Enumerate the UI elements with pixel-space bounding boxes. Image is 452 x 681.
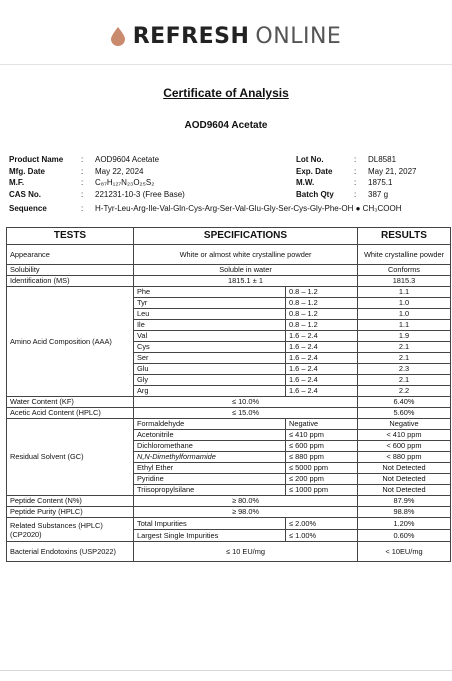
result-value: 2.2 <box>358 386 451 397</box>
spec-limit: ≤ 5000 ppm <box>286 463 358 474</box>
meta-colon: : <box>81 178 84 188</box>
meta-cas <box>9 189 185 201</box>
solvent-name: Dichloromethane <box>134 441 286 452</box>
meta-value: 221231-10-3 (Free Base) <box>95 189 185 199</box>
impurity-name: Largest Single Impurities <box>134 530 286 542</box>
meta-value: C₈₇H₁₂₇N₂₃O₂₅S₂ <box>95 178 155 188</box>
spec-value: 1815.1 ± 1 <box>134 276 358 287</box>
meta-label: Batch Qty <box>296 189 334 199</box>
result-value: 1.0 <box>358 309 451 320</box>
result-value: 1.20% <box>358 518 451 530</box>
table-row <box>7 507 451 518</box>
result-value: < 10EU/mg <box>358 542 451 562</box>
spec-range: 1.6 – 2.4 <box>286 353 358 364</box>
result-value: 1.1 <box>358 287 451 298</box>
brand-name <box>133 24 342 49</box>
solvent-name: Formaldehyde <box>134 419 286 430</box>
meta-label: M.W. <box>296 178 315 188</box>
solvent-name: Acetonitrile <box>134 430 286 441</box>
table-header-row <box>7 228 451 245</box>
meta-label: Product Name <box>9 155 64 164</box>
spec-value: Soluble in water <box>134 265 358 276</box>
amino-acid: Arg <box>134 386 286 397</box>
table-row <box>7 518 451 530</box>
result-value: 6.40% <box>358 397 451 408</box>
meta-label: Mfg. Date <box>9 166 45 176</box>
result-value: 2.1 <box>358 342 451 353</box>
table-row <box>7 397 451 408</box>
meta-value: May 21, 2027 <box>368 166 417 176</box>
meta-sequence <box>9 204 401 213</box>
spec-range: 0.8 – 1.2 <box>286 287 358 298</box>
amino-acid: Ile <box>134 320 286 331</box>
result-value: 1815.3 <box>358 276 451 287</box>
spec-limit: ≤ 1000 ppm <box>286 485 358 496</box>
meta-value: H-Tyr-Leu-Arg-Ile-Val-Gln-Cys-Arg-Ser-Val-Glu-Gly-Ser-Cys-Gly-Phe-OH ● CH₃COOH <box>95 204 402 213</box>
droplet-icon <box>111 27 125 46</box>
coa-table <box>6 227 451 562</box>
spec-limit: Negative <box>286 419 358 430</box>
result-value: 1.0 <box>358 298 451 309</box>
meta-colon: : <box>81 204 84 213</box>
meta-product-name <box>9 154 185 166</box>
test-name: Acetic Acid Content (HPLC) <box>7 408 134 419</box>
meta-mw <box>296 177 416 189</box>
meta-colon: : <box>354 189 357 199</box>
spec-range: 0.8 – 1.2 <box>286 298 358 309</box>
meta-value: May 22, 2024 <box>95 166 144 176</box>
meta-colon: : <box>354 166 357 176</box>
spec-limit: ≤ 1.00% <box>286 530 358 542</box>
test-name: Amino Acid Composition (AAA) <box>7 287 134 397</box>
meta-label: Sequence <box>9 204 47 213</box>
spec-range: 1.6 – 2.4 <box>286 331 358 342</box>
result-value: < 880 ppm <box>358 452 451 463</box>
header-tests: TESTS <box>7 228 134 245</box>
result-value: 5.60% <box>358 408 451 419</box>
impurity-name: Total Impurities <box>134 518 286 530</box>
table-row <box>7 287 451 298</box>
brand-logo <box>0 22 452 50</box>
meta-value: 387 g <box>368 189 389 199</box>
result-value: < 410 ppm <box>358 430 451 441</box>
spec-range: 0.8 – 1.2 <box>286 309 358 320</box>
spec-limit: ≤ 200 ppm <box>286 474 358 485</box>
spec-range: 1.6 – 2.4 <box>286 342 358 353</box>
spec-range: 0.8 – 1.2 <box>286 320 358 331</box>
table-row <box>7 245 451 265</box>
table-row <box>7 408 451 419</box>
table-row <box>7 265 451 276</box>
meta-value: AOD9604 Acetate <box>95 155 160 164</box>
solvent-name: Triisopropylsilane <box>134 485 286 496</box>
result-value: 2.3 <box>358 364 451 375</box>
test-name: Related Substances (HPLC) (CP2020) <box>7 518 134 542</box>
spec-limit: ≤ 880 ppm <box>286 452 358 463</box>
table-row <box>7 419 451 430</box>
amino-acid: Ser <box>134 353 286 364</box>
result-value: < 600 ppm <box>358 441 451 452</box>
solvent-name: N,N-Dimethylformamide <box>134 452 286 463</box>
solvent-name: Ethyl Ether <box>134 463 286 474</box>
result-value: Negative <box>358 419 451 430</box>
result-value: Not Detected <box>358 485 451 496</box>
meta-left <box>9 154 185 200</box>
result-value: 1.9 <box>358 331 451 342</box>
spec-limit: ≤ 410 ppm <box>286 430 358 441</box>
amino-acid: Leu <box>134 309 286 320</box>
meta-colon: : <box>81 166 84 176</box>
result-value: 2.1 <box>358 353 451 364</box>
spec-value: White or almost white crystalline powder <box>134 245 358 265</box>
table-row <box>7 542 451 562</box>
result-value: Not Detected <box>358 463 451 474</box>
result-value: Conforms <box>358 265 451 276</box>
table-row <box>7 276 451 287</box>
meta-colon: : <box>354 178 357 188</box>
spec-range: 1.6 – 2.4 <box>286 375 358 386</box>
spec-range: 1.6 – 2.4 <box>286 386 358 397</box>
spec-range: 1.6 – 2.4 <box>286 364 358 375</box>
meta-batch <box>296 189 416 201</box>
header-specifications: SPECIFICATIONS <box>134 228 358 245</box>
result-value: 2.1 <box>358 375 451 386</box>
test-name: Identification (MS) <box>7 276 134 287</box>
header-results: RESULTS <box>358 228 451 245</box>
test-name: Appearance <box>7 245 134 265</box>
meta-label: M.F. <box>9 178 25 188</box>
test-name: Solubility <box>7 265 134 276</box>
footer-divider <box>0 670 452 671</box>
spec-limit: ≤ 600 ppm <box>286 441 358 452</box>
product-heading: AOD9604 Acetate <box>184 120 268 131</box>
amino-acid: Glu <box>134 364 286 375</box>
amino-acid: Gly <box>134 375 286 386</box>
meta-colon: : <box>354 155 357 164</box>
meta-exp <box>296 166 416 178</box>
brand-word-2: ONLINE <box>255 23 342 49</box>
spec-value: ≤ 15.0% <box>134 408 358 419</box>
amino-acid: Tyr <box>134 298 286 309</box>
meta-value: DL8581 <box>368 155 397 164</box>
meta-label: Lot No. <box>296 155 324 164</box>
brand-word-1: REFRESH <box>132 23 250 49</box>
meta-right <box>296 154 416 200</box>
spec-limit: ≤ 2.00% <box>286 518 358 530</box>
test-name: Residual Solvent (GC) <box>7 419 134 496</box>
document-title: Certificate of Analysis <box>163 86 289 100</box>
meta-label: Exp. Date <box>296 166 333 176</box>
test-name: Water Content (KF) <box>7 397 134 408</box>
meta-colon: : <box>81 189 84 199</box>
table-row <box>7 496 451 507</box>
solvent-name: Pyridine <box>134 474 286 485</box>
result-value: 98.8% <box>358 507 451 518</box>
spec-value: ≤ 10 EU/mg <box>134 542 358 562</box>
meta-value: 1875.1 <box>368 178 393 188</box>
amino-acid: Cys <box>134 342 286 353</box>
meta-mf <box>9 177 185 189</box>
meta-label: CAS No. <box>9 189 41 199</box>
meta-colon: : <box>81 155 84 164</box>
spec-value: ≥ 80.0% <box>134 496 358 507</box>
header-divider <box>0 64 452 65</box>
result-value: 87.9% <box>358 496 451 507</box>
spec-value: ≥ 98.0% <box>134 507 358 518</box>
spec-value: ≤ 10.0% <box>134 397 358 408</box>
meta-mfg-date <box>9 166 185 178</box>
result-value: White crystalline powder <box>358 245 451 265</box>
result-value: Not Detected <box>358 474 451 485</box>
result-value: 1.1 <box>358 320 451 331</box>
meta-lot <box>296 154 416 166</box>
test-name: Peptide Purity (HPLC) <box>7 507 134 518</box>
result-value: 0.60% <box>358 530 451 542</box>
amino-acid: Val <box>134 331 286 342</box>
amino-acid: Phe <box>134 287 286 298</box>
test-name: Peptide Content (N%) <box>7 496 134 507</box>
test-name: Bacterial Endotoxins (USP2022) <box>7 542 134 562</box>
